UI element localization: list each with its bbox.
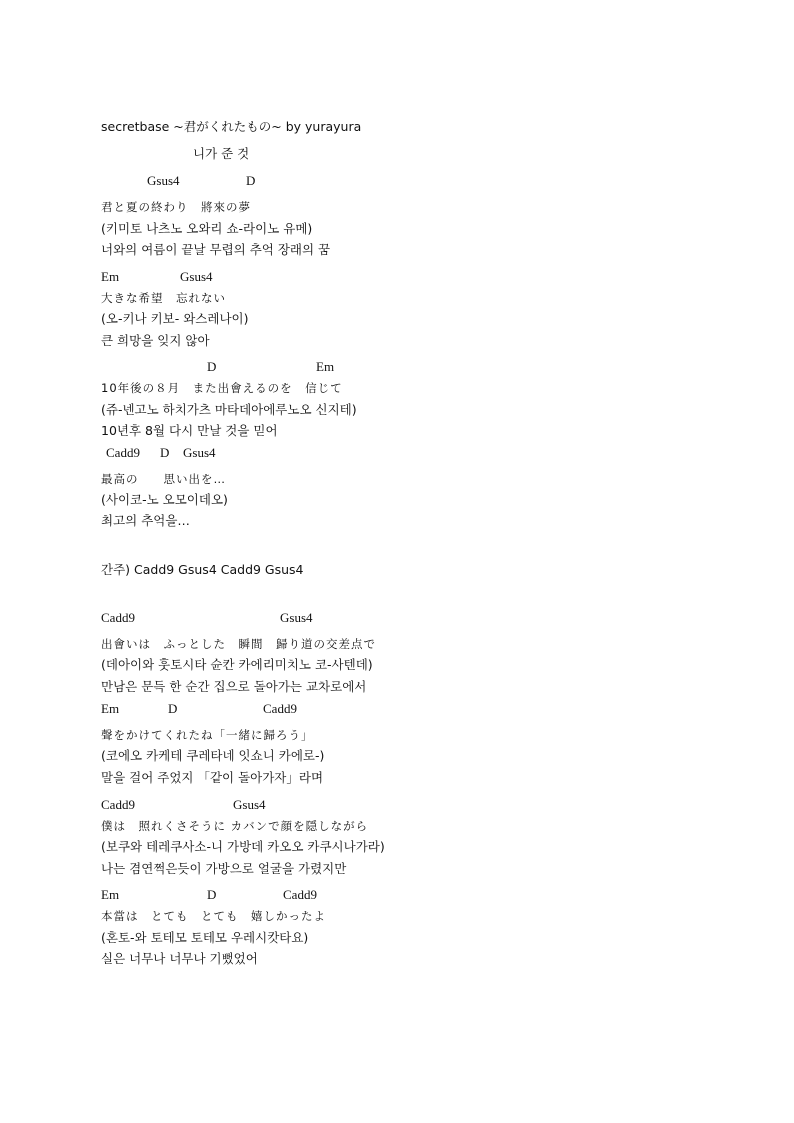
- lyric-japanese: 聲をかけてくれたね「一緒に歸ろう」: [101, 728, 314, 742]
- chord: Gsus4: [233, 797, 266, 812]
- chord: Em: [316, 359, 335, 374]
- lyric-japanese: 本當は とても とても 嬉しかったよ: [101, 909, 326, 923]
- lyric-korean: 말을 걸어 주었지 「같이 돌아가자」라며: [101, 770, 324, 785]
- lyric-korean: 만남은 문득 한 순간 집으로 돌아가는 교차로에서: [101, 679, 367, 694]
- lyric-korean: 실은 너무나 너무나 기뻤었어: [101, 951, 258, 966]
- lyric-korean: 큰 희망을 잊지 않아: [101, 333, 210, 348]
- chord: Gsus4: [180, 269, 213, 284]
- lyric-pronunciation: (보쿠와 테레쿠사소-니 가방데 카오오 카쿠시나가라): [101, 839, 385, 854]
- chord: D: [246, 173, 256, 188]
- lyric-pronunciation: (코에오 카케테 쿠레타네 잇쇼니 카에로-): [101, 748, 325, 763]
- chord: Gsus4: [183, 445, 216, 460]
- lyric-korean: 10년후 8월 다시 만날 것을 믿어: [101, 423, 278, 438]
- lyric-pronunciation: (혼토-와 토테모 토테모 우레시캇타요): [101, 930, 309, 945]
- lyric-korean: 나는 겸연쩍은듯이 가방으로 얼굴을 가렸지만: [101, 861, 347, 876]
- chord: Em: [101, 887, 120, 902]
- chord: D: [168, 701, 178, 716]
- chord: Em: [101, 701, 120, 716]
- lyric-japanese: 僕は 照れくさそうに カバンで顔を隠しながら: [101, 819, 369, 833]
- lyric-japanese: 出會いは ふっとした 瞬間 歸り道の交差点で: [101, 637, 376, 651]
- lyric-korean: 최고의 추억을…: [101, 513, 190, 528]
- chord: Cadd9: [106, 445, 140, 460]
- lyric-pronunciation: (키미토 나츠노 오와리 쇼-라이노 유메): [101, 221, 313, 236]
- chord: D: [207, 359, 217, 374]
- lyric-pronunciation: (데아이와 훗토시타 슌칸 카에리미치노 코-사텐데): [101, 657, 373, 672]
- lyric-korean: 너와의 여름이 끝날 무렵의 추억 장래의 꿈: [101, 242, 331, 257]
- lyric-japanese: 最高の 思い出を…: [101, 472, 226, 486]
- lyric-pronunciation: (사이코-노 오모이데오): [101, 492, 228, 507]
- song-subtitle: 니가 준 것: [193, 146, 250, 161]
- chord: Cadd9: [263, 701, 297, 716]
- chord: Gsus4: [147, 173, 180, 188]
- chord: Em: [101, 269, 120, 284]
- chord: Cadd9: [101, 610, 135, 625]
- chord: D: [160, 445, 170, 460]
- chord: Cadd9: [283, 887, 317, 902]
- lyric-pronunciation: (오-키나 키보- 와스레나이): [101, 311, 249, 326]
- lyric-pronunciation: (쥬-넨고노 하치가츠 마타데아에루노오 신지테): [101, 402, 357, 417]
- lyric-japanese: 10年後の８月 また出會えるのを 信じて: [101, 381, 343, 395]
- lyric-japanese: 君と夏の終わり 將來の夢: [101, 200, 251, 214]
- lyric-japanese: 大きな希望 忘れない: [101, 291, 226, 305]
- song-title: secretbase ~君がくれたもの~ by yurayura: [101, 119, 362, 134]
- chord: Cadd9: [101, 797, 135, 812]
- interlude-line: 간주) Cadd9 Gsus4 Cadd9 Gsus4: [101, 562, 304, 577]
- chord: Gsus4: [280, 610, 313, 625]
- chord: D: [207, 887, 217, 902]
